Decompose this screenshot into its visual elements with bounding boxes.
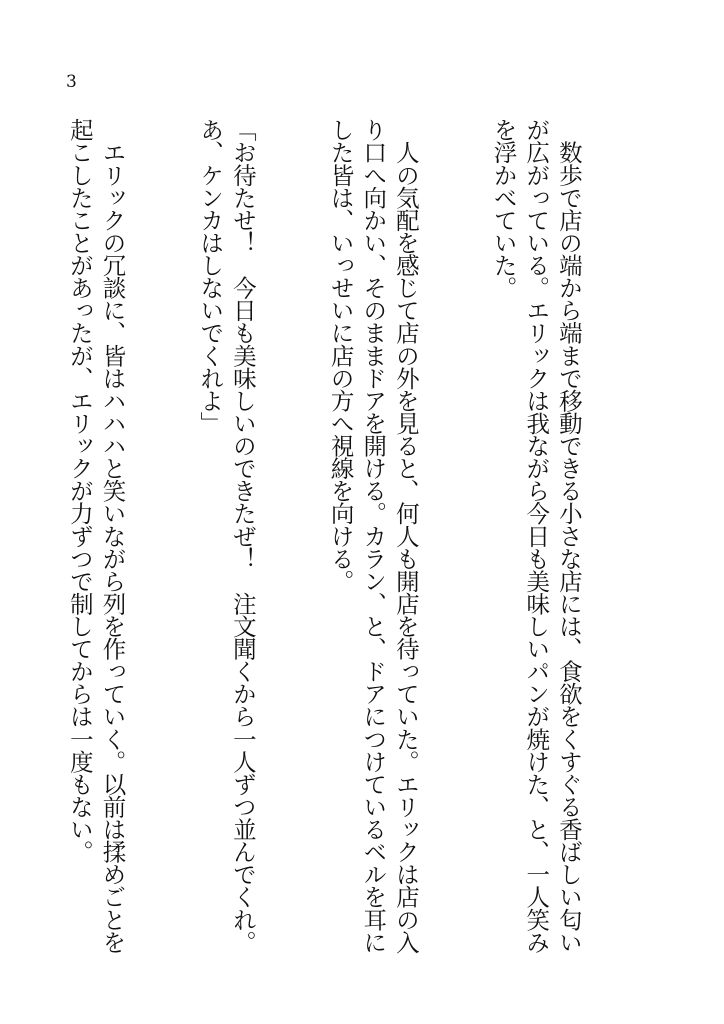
paragraph: エリックの冗談に、皆はハハハと笑いながら列を作っていく。以前は揉めごとを起こしたことがあったが、エリックが力ずつで制してからは一度もない。	[65, 118, 127, 953]
paragraph: 人の気配を感じて店の外を見ると、何人も開店を待っていた。エリックは店の入り口へ向かい、そのままドアを開ける。カラン、と、ドアにつけているベルを耳にした皆は、いっせいに店の方へ視線を向ける。	[326, 118, 420, 953]
vertical-text-body	[65, 118, 650, 968]
paragraph: 数歩で店の端から端まで移動できる小さな店には、食欲をくすぐる香ばしい匂いが広がっている。エリックは我ながら今日も美味しいパンが焼けた、と、一人笑みを浮かべていた。	[489, 118, 583, 953]
page-number: 3	[66, 72, 77, 92]
dialogue-paragraph: 「お待たせ！ 今日も美味しいのできたぜ！ 注文聞くから一人ずつ並んでくれ。あ、ケンカはしないでくれよ」	[196, 118, 257, 953]
